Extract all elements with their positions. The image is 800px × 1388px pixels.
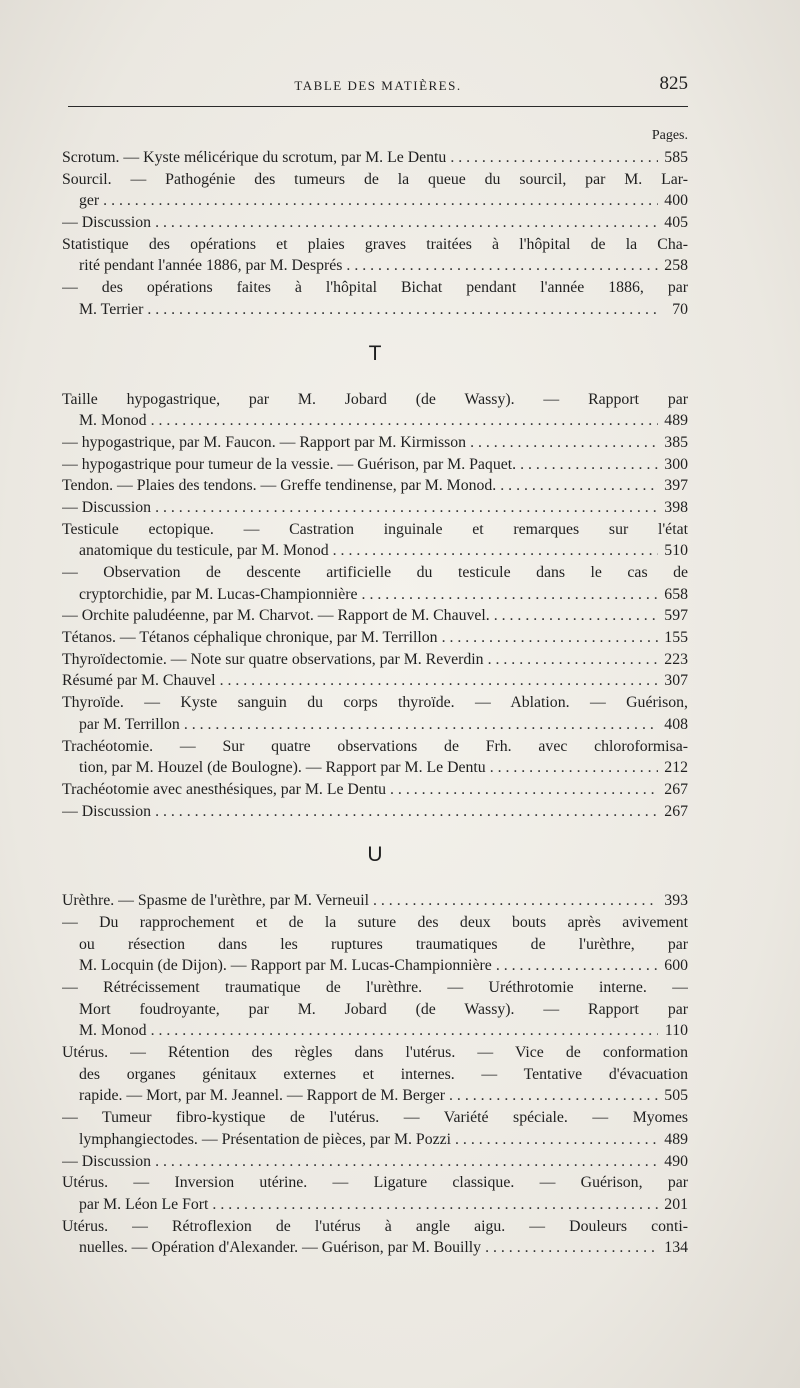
running-title: TABLE DES MATIÈRES. (294, 78, 462, 93)
index-sections (62, 147, 688, 1259)
dot-leader (155, 497, 658, 519)
entry-page-number: 489 (664, 412, 688, 430)
entry-line (62, 389, 688, 411)
dot-leader (442, 627, 658, 649)
index-entry (62, 519, 688, 562)
entry-text: Utérus. — Rétroflexion de l'utérus à angle aigu. — Douleurs conti- (62, 1217, 688, 1235)
entry-page-number: 267 (664, 802, 688, 820)
entry-text: — Du rapprochement et de la suture des deux bouts après avivement (62, 913, 688, 931)
index-entry (62, 670, 688, 692)
dot-leader (520, 454, 658, 476)
entry-text: M. Monod (79, 1022, 147, 1040)
dot-leader (450, 147, 658, 169)
entry-text: cryptorchidie, par M. Lucas-Championnière (79, 585, 358, 603)
entry-line (62, 1020, 688, 1042)
index-entry (62, 169, 688, 212)
entry-text: des organes génitaux externes et internes. — Tentative d'évacuation (79, 1065, 688, 1083)
index-entry (62, 692, 688, 735)
entry-line (62, 934, 688, 956)
dot-leader (155, 212, 658, 234)
entry-line (62, 627, 688, 649)
dot-leader (333, 540, 658, 562)
entry-text: Utérus. — Inversion utérine. — Ligature classique. — Guérison, par (62, 1174, 688, 1192)
entry-text: Résumé par M. Chauvel (62, 672, 216, 690)
entry-text: Thyroïde. — Kyste sanguin du corps thyroïde. — Ablation. — Guérison, (62, 694, 688, 712)
entry-line (62, 1129, 688, 1151)
entry-line (62, 670, 688, 692)
index-content (62, 125, 688, 1259)
dot-leader (184, 714, 658, 736)
entry-text: par M. Léon Le Fort (79, 1195, 209, 1213)
entry-text: M. Terrier (79, 300, 144, 318)
entry-text: Taille hypogastrique, par M. Jobard (de Wassy). — Rapport par (62, 390, 688, 408)
index-entry (62, 562, 688, 605)
entry-line (62, 912, 688, 934)
entry-line (62, 1216, 688, 1238)
index-entry (62, 1151, 688, 1173)
index-entry (62, 1107, 688, 1150)
entry-text: rapide. — Mort, par M. Jeannel. — Rapport de M. Berger (79, 1087, 446, 1105)
entry-text: — Discussion (62, 214, 152, 232)
index-entry (62, 890, 688, 912)
index-entry (62, 432, 688, 454)
entry-line (62, 299, 688, 321)
dot-leader (373, 890, 658, 912)
entry-line (62, 1237, 688, 1259)
entry-line (62, 432, 688, 454)
dot-leader (390, 779, 658, 801)
entry-line (62, 1172, 688, 1194)
entry-page-number: 600 (664, 957, 688, 975)
entry-line (62, 169, 688, 191)
index-entry (62, 497, 688, 519)
index-entry (62, 912, 688, 977)
dot-leader (362, 584, 658, 606)
section-letter: T (368, 341, 382, 365)
entry-text: par M. Terrillon (79, 715, 180, 733)
dot-leader (470, 432, 658, 454)
entry-text: rité pendant l'année 1886, par M. Després (79, 257, 343, 275)
index-entry (62, 277, 688, 320)
entry-line (62, 801, 688, 823)
entry-text: — Discussion (62, 802, 152, 820)
dot-leader (500, 475, 658, 497)
entry-line (62, 562, 688, 584)
entry-page-number: 300 (664, 455, 688, 473)
entry-page-number: 385 (664, 433, 688, 451)
dot-leader (103, 190, 658, 212)
entry-page-number: 307 (664, 672, 688, 690)
dot-leader (151, 410, 658, 432)
entry-text: Utérus. — Rétention des règles dans l'utérus. — Vice de conformation (62, 1044, 688, 1062)
entry-line (62, 890, 688, 912)
entry-line (62, 757, 688, 779)
entry-text: Thyroïdectomie. — Note sur quatre observations, par M. Reverdin (62, 650, 484, 668)
entry-text: Urèthre. — Spasme de l'urèthre, par M. Verneuil (62, 892, 369, 910)
index-entry (62, 736, 688, 779)
entry-page-number: 597 (664, 607, 688, 625)
entry-page-number: 201 (664, 1195, 688, 1213)
entry-line (62, 519, 688, 541)
dot-leader (212, 1194, 658, 1216)
entry-line (62, 1194, 688, 1216)
entry-line (62, 277, 688, 299)
entry-line (62, 999, 688, 1021)
index-entry (62, 475, 688, 497)
entry-page-number: 70 (672, 300, 688, 318)
entry-page-number: 223 (664, 650, 688, 668)
entry-line (62, 255, 688, 277)
entry-text: M. Locquin (de Dijon). — Rapport par M. Lucas-Championnière (79, 957, 492, 975)
entry-line (62, 955, 688, 977)
section-letter: U (367, 843, 383, 867)
entry-text: ou résection dans les ruptures traumatiques de l'urèthre, par (79, 935, 688, 953)
dot-leader (155, 1151, 658, 1173)
pages-column-label: Pages. (651, 128, 688, 143)
entry-page-number: 134 (664, 1239, 688, 1257)
index-entry (62, 1216, 688, 1259)
entry-text: — hypogastrique, par M. Faucon. — Rapport par M. Kirmisson (62, 433, 467, 451)
entry-line (62, 714, 688, 736)
index-entry (62, 212, 688, 234)
entry-line (62, 234, 688, 256)
index-section (62, 329, 688, 823)
entry-page-number: 397 (664, 477, 688, 495)
page-number: 825 (659, 73, 688, 94)
dot-leader (455, 1129, 658, 1151)
index-entry (62, 779, 688, 801)
index-section (62, 147, 688, 321)
entry-page-number: 505 (664, 1087, 688, 1105)
entry-text: — Observation de descente artificielle du testicule dans le cas de (62, 564, 688, 581)
entry-page-number: 155 (664, 629, 688, 647)
entry-page-number: 212 (664, 759, 688, 777)
index-entry (62, 1172, 688, 1215)
entry-text: lymphangiectodes. — Présentation de pièces, par M. Pozzi (79, 1130, 452, 1148)
index-entry (62, 454, 688, 476)
entry-line (62, 1064, 688, 1086)
entry-text: Testicule ectopique. — Castration inguinale et remarques sur l'état (62, 520, 688, 538)
entry-text: — Discussion (62, 498, 152, 516)
entry-text: anatomique du testicule, par M. Monod (79, 542, 329, 560)
entry-page-number: 267 (664, 780, 688, 798)
entry-text: — des opérations faites à l'hôpital Bichat pendant l'année 1886, par (62, 279, 688, 297)
index-entry (62, 389, 688, 432)
entry-text: — hypogastrique pour tumeur de la vessie. — Guérison, par M. Paquet. (62, 455, 517, 473)
entry-text: tion, par M. Houzel (de Boulogne). — Rapport par M. Le Dentu (79, 759, 486, 777)
entry-page-number: 400 (664, 192, 688, 210)
page-header (68, 70, 688, 100)
entry-line (62, 779, 688, 801)
entry-text: Tendon. — Plaies des tendons. — Greffe tendinense, par M. Monod. (62, 477, 497, 495)
entry-text: M. Monod (79, 412, 147, 430)
index-entry (62, 977, 688, 1042)
entry-text: — Tumeur fibro-kystique de l'utérus. — Variété spéciale. — Myomes (62, 1109, 688, 1127)
entry-line (62, 147, 688, 169)
dot-leader (151, 1020, 658, 1042)
entry-page-number: 585 (664, 149, 688, 166)
entry-line (62, 1042, 688, 1064)
entry-page-number: 489 (664, 1130, 688, 1148)
dot-leader (496, 955, 658, 977)
entry-line (62, 977, 688, 999)
entry-page-number: 658 (664, 585, 688, 603)
entry-line (62, 540, 688, 562)
entry-text: — Rétrécissement traumatique de l'urèthre. — Uréthrotomie interne. — (62, 979, 688, 996)
entry-page-number: 490 (664, 1152, 688, 1170)
entry-line (62, 212, 688, 234)
index-entry (62, 147, 688, 169)
entry-line (62, 454, 688, 476)
entry-text: nuelles. — Opération d'Alexander. — Guérison, par M. Bouilly (79, 1239, 482, 1257)
entry-line (62, 736, 688, 758)
entry-text: — Orchite paludéenne, par M. Charvot. — Rapport de M. Chauvel. (62, 607, 490, 625)
dot-leader (449, 1085, 658, 1107)
entry-text: Mort foudroyante, par M. Jobard (de Wassy). — Rapport par (79, 1000, 688, 1018)
entry-text: Tétanos. — Tétanos céphalique chronique, par M. Terrillon (62, 629, 438, 647)
entry-text: Trachéotomie avec anesthésiques, par M. Le Dentu (62, 780, 387, 798)
index-entry (62, 627, 688, 649)
entry-line (62, 1107, 688, 1129)
dot-leader (147, 299, 658, 321)
entry-text: — Discussion (62, 1152, 152, 1170)
index-section (62, 830, 688, 1259)
index-entry (62, 649, 688, 671)
index-entry (62, 1042, 688, 1107)
entry-line (62, 475, 688, 497)
entry-line (62, 584, 688, 606)
entry-text: Statistique des opérations et plaies graves traitées à l'hôpital de la Cha- (62, 235, 688, 253)
index-entry (62, 605, 688, 627)
entry-line (62, 410, 688, 432)
entry-page-number: 393 (664, 892, 688, 910)
index-entry (62, 801, 688, 823)
entry-line (62, 190, 688, 212)
entry-page-number: 510 (664, 542, 688, 560)
dot-leader (485, 1237, 658, 1259)
entry-text: Sourcil. — Pathogénie des tumeurs de la queue du sourcil, par M. Lar- (62, 170, 688, 188)
dot-leader (488, 649, 658, 671)
dot-leader (220, 670, 658, 692)
dot-leader (494, 605, 658, 627)
entry-page-number: 110 (664, 1022, 688, 1040)
header-rule (68, 106, 688, 107)
dot-leader (155, 801, 658, 823)
entry-line (62, 1151, 688, 1173)
entry-line (62, 605, 688, 627)
entry-page-number: 258 (664, 257, 688, 275)
entry-line (62, 497, 688, 519)
entry-page-number: 408 (664, 715, 688, 733)
entry-line (62, 692, 688, 714)
dot-leader (346, 255, 658, 277)
entry-page-number: 405 (664, 214, 688, 232)
entry-text: Scrotum. — Kyste mélicérique du scrotum, par M. Le Dentu (62, 149, 447, 166)
index-entry (62, 234, 688, 277)
dot-leader (490, 757, 658, 779)
entry-line (62, 1085, 688, 1107)
entry-text: Trachéotomie. — Sur quatre observations de Frh. avec chloroformisa- (62, 737, 688, 755)
entry-page-number: 398 (664, 498, 688, 516)
entry-text: ger (79, 192, 100, 210)
entry-line (62, 649, 688, 671)
